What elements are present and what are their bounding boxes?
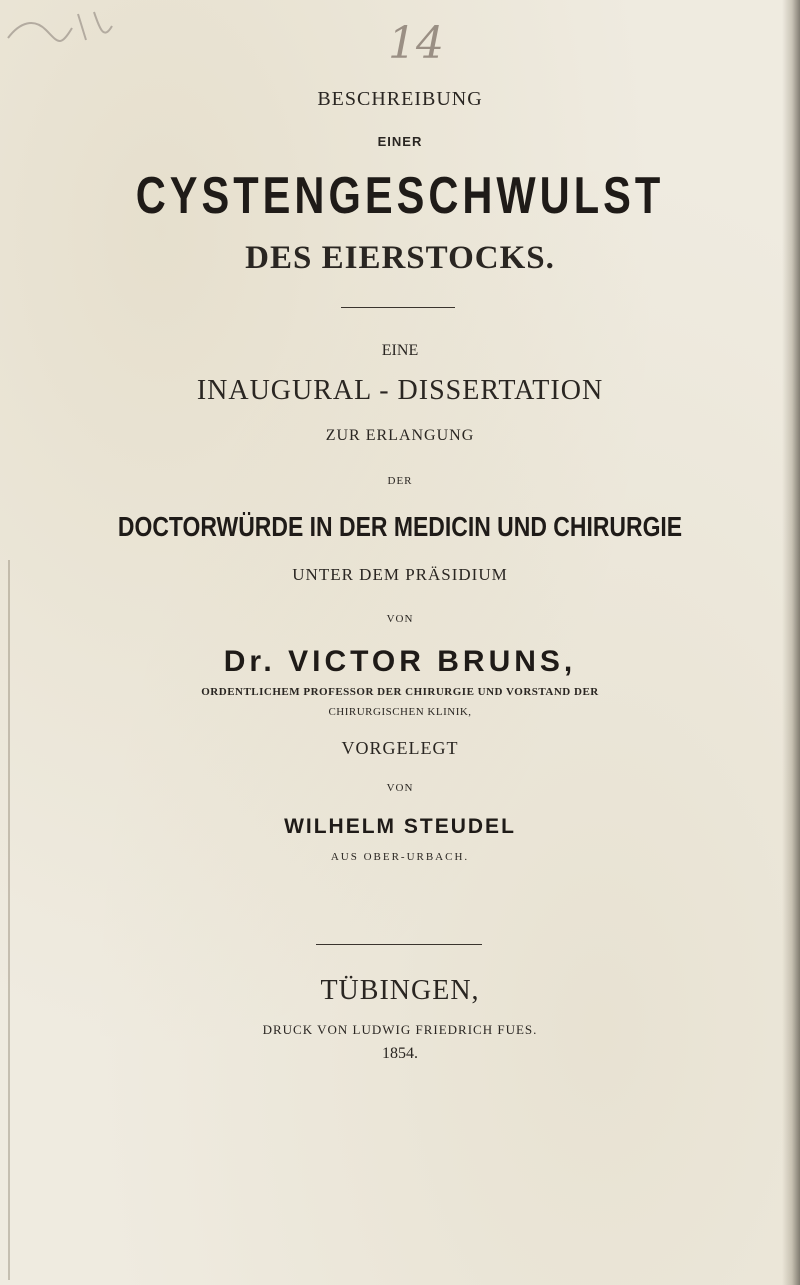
unter-dem-praesidium: UNTER DEM PRÄSIDIUM xyxy=(292,565,508,584)
president-title-line-1: ORDENTLICHEM PROFESSOR DER CHIRURGIE UND VORSTAND DER xyxy=(201,686,599,698)
divider-rule-bottom xyxy=(316,944,482,945)
dissertation-heading: INAUGURAL - DISSERTATION xyxy=(196,375,604,406)
printer-line: DRUCK VON LUDWIG FRIEDRICH FUES. xyxy=(262,1022,538,1037)
president-title-line-2: CHIRURGISCHEN KLINIK, xyxy=(328,706,472,718)
vorgelegt: VORGELEGT xyxy=(341,738,459,758)
author-name: WILHELM STEUDEL xyxy=(284,815,516,838)
heading-der: DER xyxy=(387,475,413,487)
divider-rule-top xyxy=(341,307,455,308)
pencil-scribble-mark xyxy=(0,0,120,70)
heading-von-2: VON xyxy=(386,782,414,794)
heading-einer: EINER xyxy=(377,134,423,149)
heading-eine: EINE xyxy=(381,342,419,359)
president-name: Dr. VICTOR BRUNS, xyxy=(223,645,577,678)
heading-von-1: VON xyxy=(386,613,414,625)
degree-line: DOCTORWÜRDE IN DER MEDICIN UND CHIRURGIE xyxy=(117,511,683,542)
subtitle: DES EIERSTOCKS. xyxy=(245,240,555,276)
page-edge-shadow-right xyxy=(782,0,800,1285)
publication-year: 1854. xyxy=(382,1045,418,1062)
author-origin: AUS OBER-URBACH. xyxy=(330,851,470,863)
main-title: CYSTENGESCHWULST xyxy=(135,167,665,225)
city-tuebingen: TÜBINGEN, xyxy=(320,975,480,1006)
handwritten-number: 14 xyxy=(388,18,444,69)
heading-beschreibung: BESCHREIBUNG xyxy=(317,88,483,110)
zur-erlangung: ZUR ERLANGUNG xyxy=(325,427,475,444)
